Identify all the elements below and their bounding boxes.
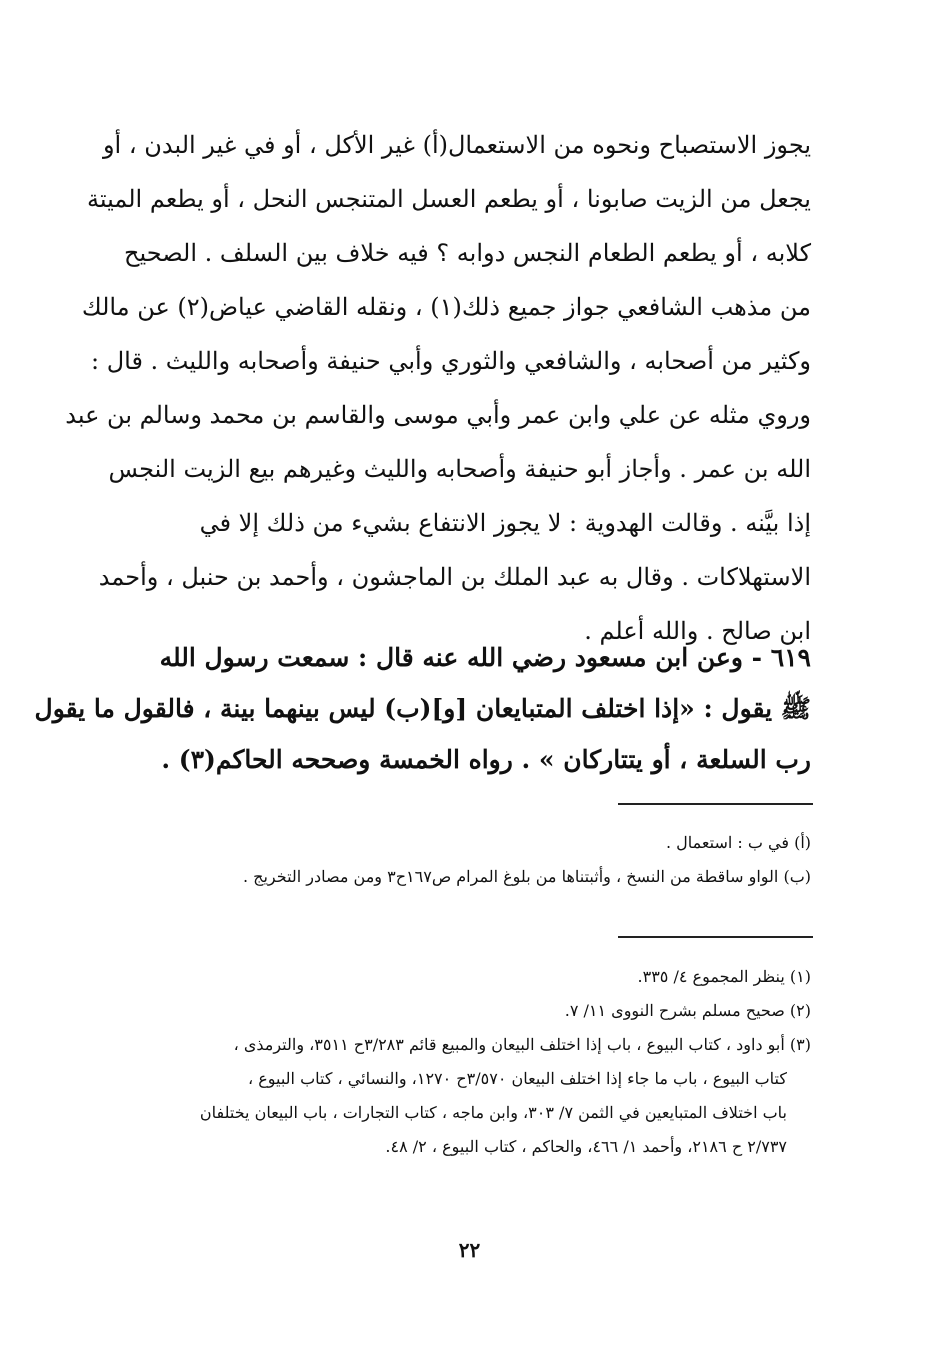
main-paragraph <box>65 118 811 658</box>
variant-note: (ب) الواو ساقطة من النسخ ، وأثبتناها من بلوغ المرام ص١٦٧ح٣ ومن مصادر التخريج . <box>242 867 811 886</box>
main-line: يجوز الاستصباح ونحوه من الاستعمال(أ) غير الأكل ، أو في غير البدن ، أو <box>102 131 811 159</box>
main-line: إذا بيَّنه . وقالت الهدوية : لا يجوز الانتفاع بشيء من ذلك إلا في <box>199 509 811 537</box>
main-line: من مذهب الشافعي جواز جميع ذلك(١) ، ونقله القاضي عياض(٢) عن مالك <box>81 293 811 321</box>
footnote-divider <box>618 936 813 938</box>
main-line: كلابه ، أو يطعم الطعام النجس دوابه ؟ فيه خلاف بين السلف . الصحيح <box>124 239 811 267</box>
hadith-line: ﷺ يقول : «إذا اختلف المتبايعان [و](ب) ليس بينهما بينة ، فالقول ما يقول <box>34 694 811 723</box>
footnote-continuation: كتاب البيوع ، باب ما جاء إذا اختلف البيعان ٣/٥٧٠ح ١٢٧٠، والنسائي ، كتاب البيوع ، <box>247 1069 787 1088</box>
footnotes <box>121 960 811 1164</box>
footnote: (٢) صحيح مسلم بشرح النووى ١١/ ٧. <box>564 1001 811 1020</box>
page-number: ٢٢ <box>458 1238 481 1262</box>
main-line: وروي مثله عن علي وابن عمر وأبي موسى والقاسم بن محمد وسالم بن عبد <box>65 401 811 429</box>
variant-notes <box>121 826 811 894</box>
footnote: (٣) أبو داود ، كتاب البيوع ، باب إذا اختلف البيعان والمبيع قائم ٣/٢٨٣ح ٣٥١١، والترمذى ، <box>233 1035 811 1054</box>
footnote-divider <box>618 803 813 805</box>
footnote: (١) ينظر المجموع ٤/ ٣٣٥. <box>637 967 811 986</box>
main-line: وكثير من أصحابه ، والشافعي والثوري وأبي حنيفة وأصحابه والليث . قال : <box>90 347 811 375</box>
variant-note: (أ) في ب : استعمال . <box>665 833 811 852</box>
main-line: يجعل من الزيت صابونا ، أو يطعم العسل المتنجس النحل ، أو يطعم الميتة <box>87 185 811 213</box>
main-line: الله بن عمر . وأجاز أبو حنيفة وأصحابه والليث وغيرهم بيع الزيت النجس <box>108 455 811 483</box>
hadith-line: رب السلعة ، أو يتتاركان » . رواه الخمسة وصححه الحاكم(٣) . <box>161 745 811 774</box>
main-line: الاستهلاكات . وقال به عبد الملك بن الماجشون ، وأحمد بن حنبل ، وأحمد <box>98 563 811 591</box>
hadith-text <box>34 632 811 785</box>
footnote-continuation: ٢/٧٣٧ ح ٢١٨٦، وأحمد ١/ ٤٦٦، والحاكم ، كتاب البيوع ، ٢/ ٤٨. <box>385 1137 787 1156</box>
main-line: ابن صالح . والله أعلم . <box>584 617 811 645</box>
hadith-line: ٦١٩ - وعن ابن مسعود رضي الله عنه قال : سمعت رسول الله <box>159 643 811 672</box>
footnote-continuation: باب اختلاف المتبايعين في الثمن ٧/ ٣٠٣، وابن ماجه ، كتاب التجارات ، باب البيعان يختلفان <box>199 1103 787 1122</box>
